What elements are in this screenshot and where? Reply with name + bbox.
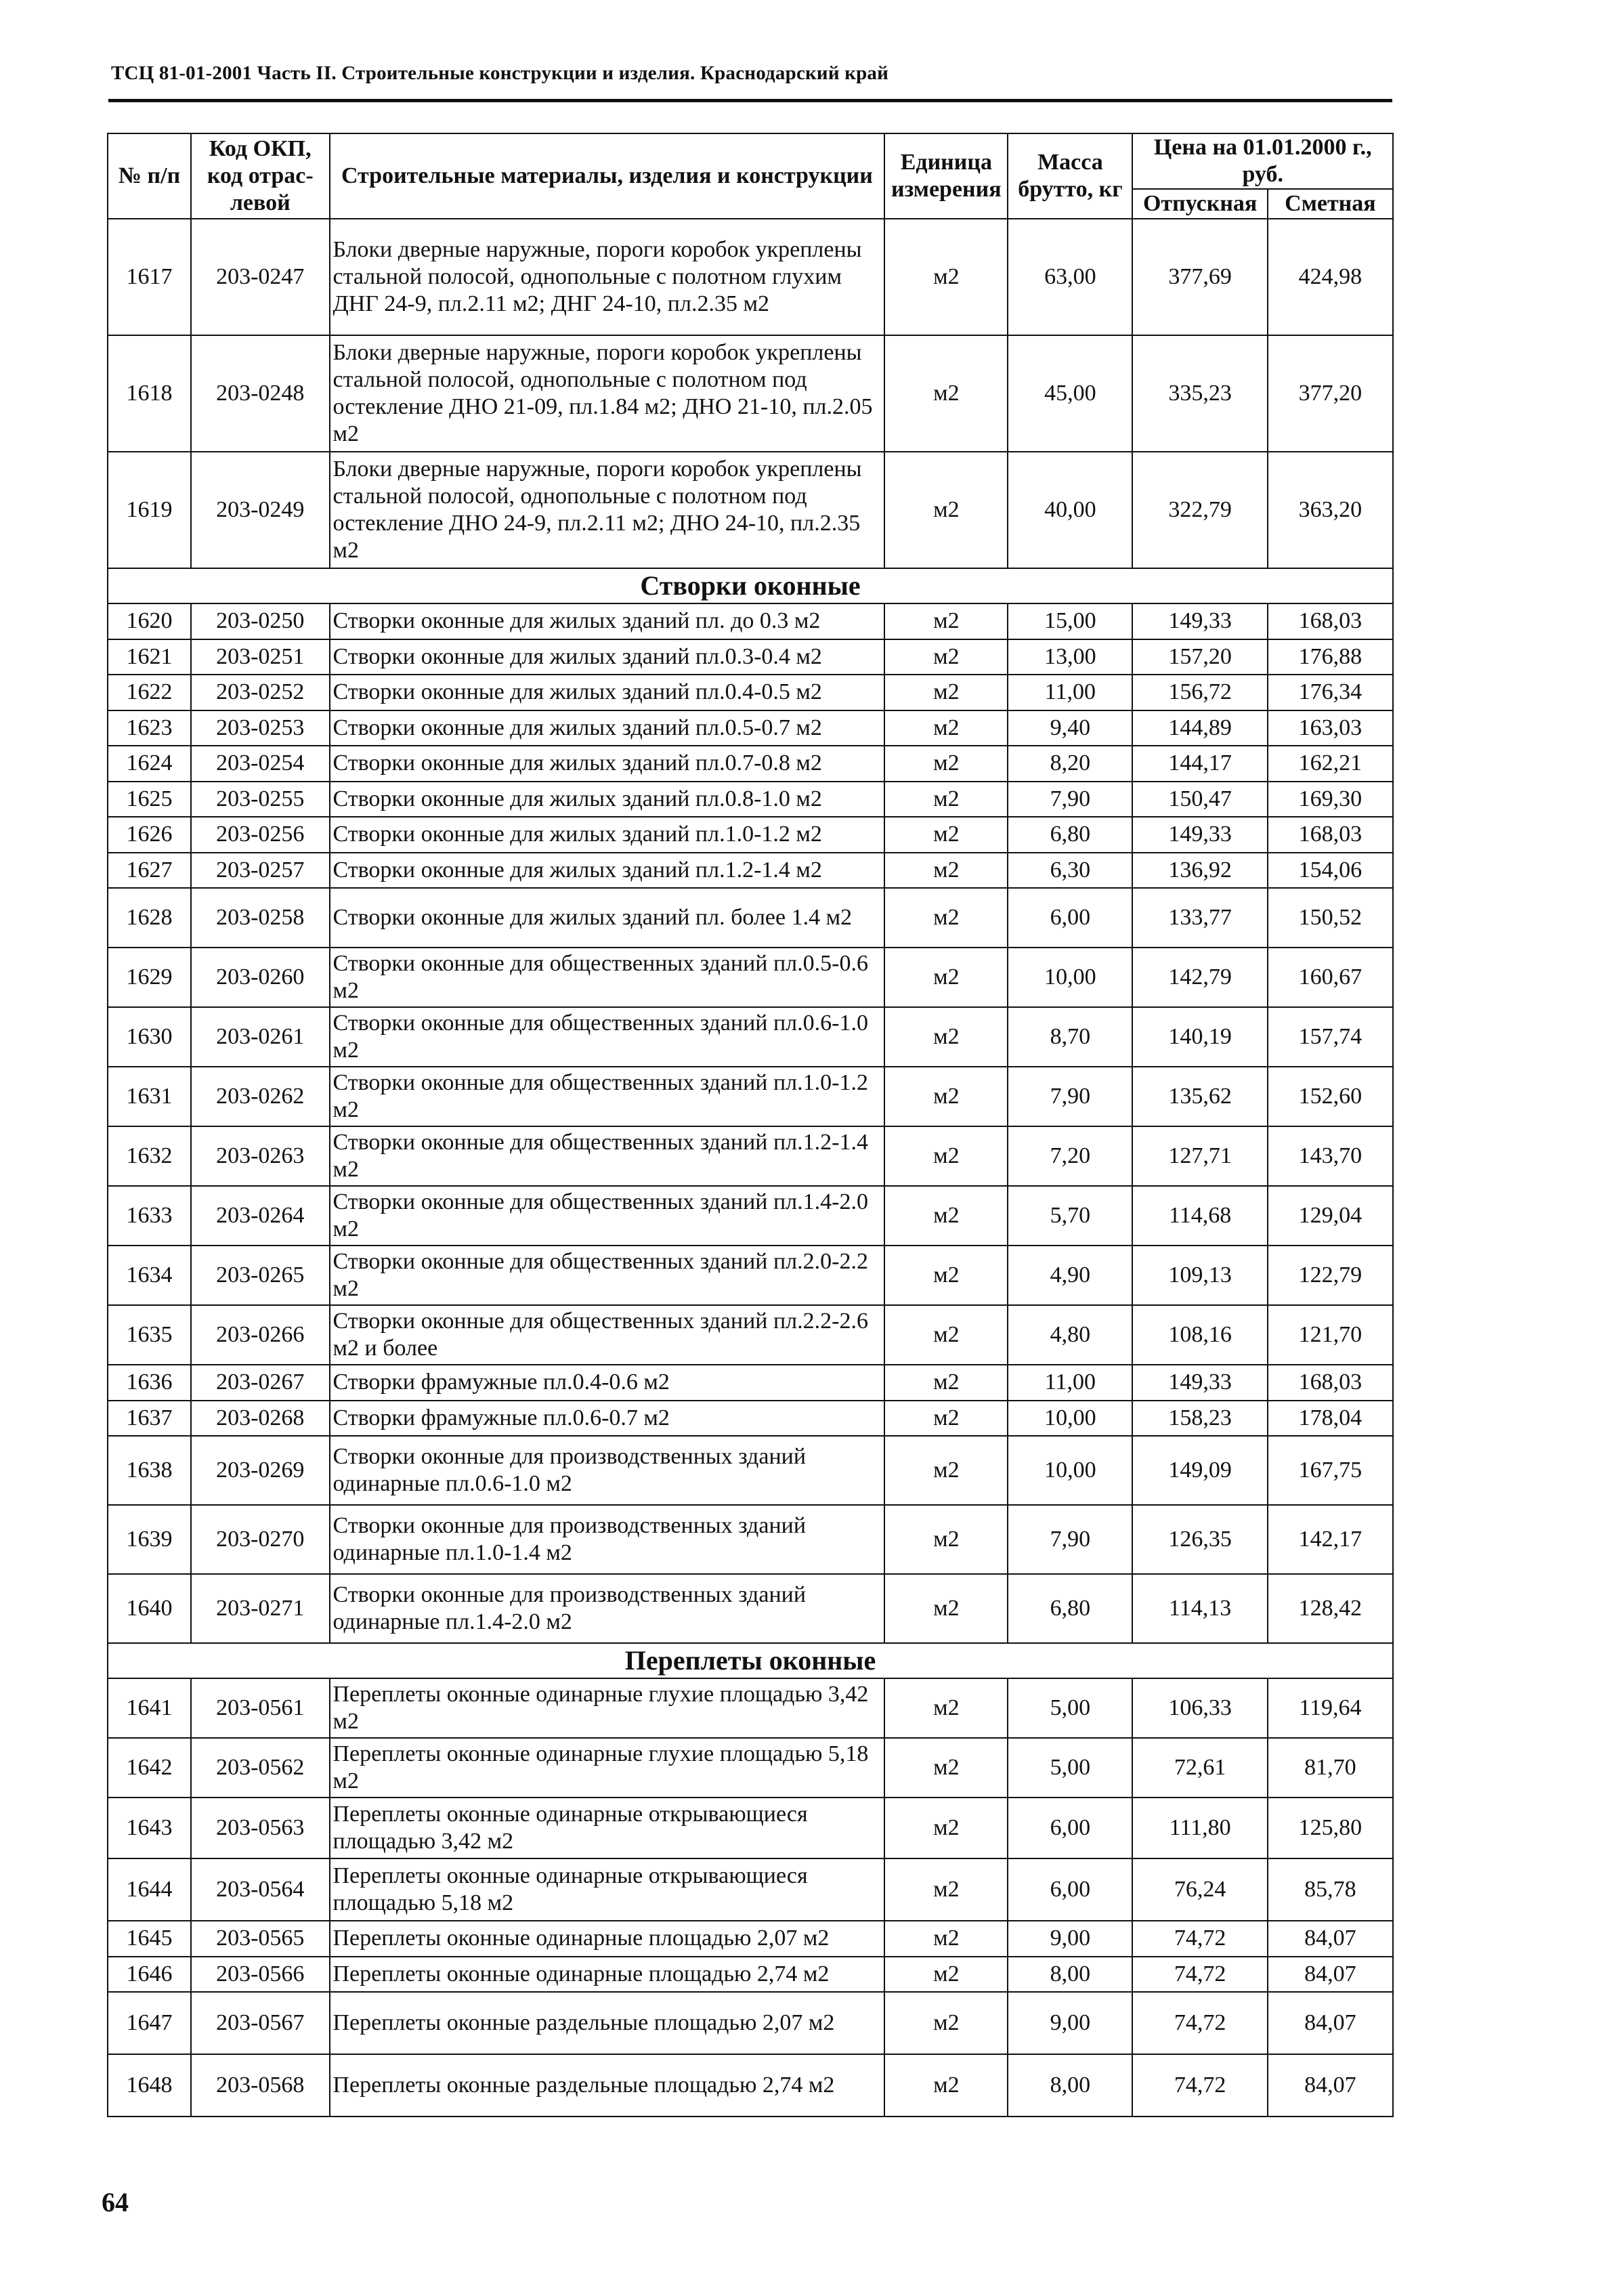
row-mass: 10,00: [1008, 1401, 1132, 1437]
row-mass: 7,90: [1008, 782, 1132, 817]
row-unit: м2: [884, 1957, 1008, 1993]
row-code: 203-0261: [191, 1007, 329, 1067]
row-estimate-price: 84,07: [1268, 1921, 1393, 1957]
row-release-price: 135,62: [1132, 1067, 1267, 1126]
row-name: Створки оконные для жилых зданий пл.0.4-0.5 м2: [330, 675, 885, 710]
row-unit: м2: [884, 710, 1008, 746]
row-mass: 8,00: [1008, 1957, 1132, 1993]
row-unit: м2: [884, 1574, 1008, 1643]
row-estimate-price: 154,06: [1268, 853, 1393, 889]
row-estimate-price: 128,42: [1268, 1574, 1393, 1643]
row-code: 203-0255: [191, 782, 329, 817]
row-code: 203-0254: [191, 746, 329, 782]
row-code: 203-0247: [191, 219, 329, 335]
section-row: [108, 568, 1393, 603]
table-row: [108, 817, 1393, 853]
row-unit: м2: [884, 1067, 1008, 1126]
row-mass: 4,80: [1008, 1305, 1132, 1365]
row-unit: м2: [884, 746, 1008, 782]
row-code: 203-0565: [191, 1921, 329, 1957]
row-name: Створки фрамужные пл.0.4-0.6 м2: [330, 1365, 885, 1401]
row-number: 1630: [108, 1007, 191, 1067]
row-release-price: 144,89: [1132, 710, 1267, 746]
table-row: [108, 1678, 1393, 1738]
row-release-price: 133,77: [1132, 888, 1267, 948]
table-row: [108, 1505, 1393, 1574]
row-mass: 63,00: [1008, 219, 1132, 335]
row-number: 1618: [108, 335, 191, 452]
table-row: [108, 948, 1393, 1007]
row-estimate-price: 163,03: [1268, 710, 1393, 746]
row-number: 1617: [108, 219, 191, 335]
row-release-price: 142,79: [1132, 948, 1267, 1007]
row-code: 203-0564: [191, 1858, 329, 1921]
row-estimate-price: 85,78: [1268, 1858, 1393, 1921]
table-row: [108, 1126, 1393, 1186]
row-mass: 5,70: [1008, 1186, 1132, 1246]
row-unit: м2: [884, 782, 1008, 817]
row-estimate-price: 160,67: [1268, 948, 1393, 1007]
row-unit: м2: [884, 1246, 1008, 1305]
row-name: Створки оконные для общественных зданий пл.0.5-0.6 м2: [330, 948, 885, 1007]
row-mass: 11,00: [1008, 1365, 1132, 1401]
row-release-price: 158,23: [1132, 1401, 1267, 1437]
col-price-header: Цена на 01.01.2000 г., руб.: [1132, 133, 1393, 189]
row-number: 1640: [108, 1574, 191, 1643]
row-release-price: 140,19: [1132, 1007, 1267, 1067]
row-name: Створки оконные для жилых зданий пл.0.7-0.8 м2: [330, 746, 885, 782]
row-estimate-price: 142,17: [1268, 1505, 1393, 1574]
section-title: Переплеты оконные: [108, 1643, 1393, 1678]
row-name: Переплеты оконные одинарные глухие площадью 3,42 м2: [330, 1678, 885, 1738]
row-number: 1637: [108, 1401, 191, 1437]
row-estimate-price: 168,03: [1268, 1365, 1393, 1401]
row-release-price: 149,33: [1132, 603, 1267, 639]
col-code-header: Код ОКП, код отрас-левой: [191, 133, 329, 219]
row-name: Створки оконные для общественных зданий пл.2.2-2.6 м2 и более: [330, 1305, 885, 1365]
row-mass: 45,00: [1008, 335, 1132, 452]
table-row: [108, 335, 1393, 452]
row-release-price: 377,69: [1132, 219, 1267, 335]
row-name: Блоки дверные наружные, пороги коробок укреплены стальной полосой, однопольные с полотном под остекление ДНО 24-9, пл.2.11 м2; ДНО 24-10, пл.2.35 м2: [330, 452, 885, 568]
row-unit: м2: [884, 1992, 1008, 2054]
row-number: 1636: [108, 1365, 191, 1401]
row-name: Створки оконные для общественных зданий пл.2.0-2.2 м2: [330, 1246, 885, 1305]
row-name: Блоки дверные наружные, пороги коробок укреплены стальной полосой, однопольные с полотном глухим ДНГ 24-9, пл.2.11 м2; ДНГ 24-10, пл.2.35 м2: [330, 219, 885, 335]
row-mass: 7,90: [1008, 1505, 1132, 1574]
table-row: [108, 219, 1393, 335]
row-estimate-price: 84,07: [1268, 1992, 1393, 2054]
row-unit: м2: [884, 1798, 1008, 1858]
row-code: 203-0268: [191, 1401, 329, 1437]
row-estimate-price: 162,21: [1268, 746, 1393, 782]
header-rule: [108, 99, 1392, 102]
row-release-price: 150,47: [1132, 782, 1267, 817]
table-body: [108, 219, 1393, 2117]
row-unit: м2: [884, 452, 1008, 568]
row-estimate-price: 121,70: [1268, 1305, 1393, 1365]
row-number: 1629: [108, 948, 191, 1007]
row-release-price: 149,09: [1132, 1436, 1267, 1505]
row-estimate-price: 377,20: [1268, 335, 1393, 452]
row-estimate-price: 178,04: [1268, 1401, 1393, 1437]
row-name: Переплеты оконные раздельные площадью 2,74 м2: [330, 2054, 885, 2117]
row-estimate-price: 84,07: [1268, 1957, 1393, 1993]
row-estimate-price: 152,60: [1268, 1067, 1393, 1126]
row-name: Переплеты оконные одинарные площадью 2,74 м2: [330, 1957, 885, 1993]
row-code: 203-0258: [191, 888, 329, 948]
row-number: 1647: [108, 1992, 191, 2054]
row-code: 203-0568: [191, 2054, 329, 2117]
row-number: 1632: [108, 1126, 191, 1186]
row-name: Переплеты оконные одинарные площадью 2,07 м2: [330, 1921, 885, 1957]
table-row: [108, 1401, 1393, 1437]
row-estimate-price: 81,70: [1268, 1738, 1393, 1798]
row-estimate-price: 157,74: [1268, 1007, 1393, 1067]
row-unit: м2: [884, 1738, 1008, 1798]
row-unit: м2: [884, 1126, 1008, 1186]
row-mass: 13,00: [1008, 639, 1132, 675]
row-number: 1628: [108, 888, 191, 948]
section-title: Створки оконные: [108, 568, 1393, 603]
row-unit: м2: [884, 335, 1008, 452]
row-number: 1625: [108, 782, 191, 817]
row-unit: м2: [884, 817, 1008, 853]
row-mass: 6,30: [1008, 853, 1132, 889]
row-estimate-price: 424,98: [1268, 219, 1393, 335]
row-number: 1626: [108, 817, 191, 853]
row-name: Створки оконные для жилых зданий пл.1.0-1.2 м2: [330, 817, 885, 853]
row-unit: м2: [884, 1436, 1008, 1505]
row-estimate-price: 125,80: [1268, 1798, 1393, 1858]
row-code: 203-0260: [191, 948, 329, 1007]
row-name: Створки оконные для общественных зданий пл.1.2-1.4 м2: [330, 1126, 885, 1186]
col-name-header: Строительные материалы, изделия и конструкции: [330, 133, 885, 219]
row-name: Створки оконные для производственных зданий одинарные пл.1.4-2.0 м2: [330, 1574, 885, 1643]
row-release-price: 136,92: [1132, 853, 1267, 889]
row-release-price: 335,23: [1132, 335, 1267, 452]
row-number: 1627: [108, 853, 191, 889]
row-release-price: 144,17: [1132, 746, 1267, 782]
table-row: [108, 452, 1393, 568]
row-mass: 6,00: [1008, 1798, 1132, 1858]
price-table: [107, 133, 1394, 2117]
row-mass: 5,00: [1008, 1738, 1132, 1798]
row-number: 1646: [108, 1957, 191, 1993]
row-mass: 7,20: [1008, 1126, 1132, 1186]
row-release-price: 149,33: [1132, 817, 1267, 853]
row-mass: 6,80: [1008, 1574, 1132, 1643]
row-code: 203-0250: [191, 603, 329, 639]
row-name: Переплеты оконные одинарные открывающиеся площадью 3,42 м2: [330, 1798, 885, 1858]
row-estimate-price: 129,04: [1268, 1186, 1393, 1246]
row-name: Створки оконные для производственных зданий одинарные пл.1.0-1.4 м2: [330, 1505, 885, 1574]
row-number: 1634: [108, 1246, 191, 1305]
row-name: Блоки дверные наружные, пороги коробок укреплены стальной полосой, однопольные с полотном под остекление ДНО 21-09, пл.1.84 м2; ДНО 21-10, пл.2.05 м2: [330, 335, 885, 452]
row-code: 203-0563: [191, 1798, 329, 1858]
row-number: 1631: [108, 1067, 191, 1126]
row-unit: м2: [884, 675, 1008, 710]
row-unit: м2: [884, 948, 1008, 1007]
row-mass: 8,20: [1008, 746, 1132, 782]
row-mass: 9,00: [1008, 1992, 1132, 2054]
row-code: 203-0248: [191, 335, 329, 452]
col-mass-header: Масса брутто, кг: [1008, 133, 1132, 219]
table-row: [108, 1246, 1393, 1305]
row-estimate-price: 143,70: [1268, 1126, 1393, 1186]
table-row: [108, 1067, 1393, 1126]
row-release-price: 322,79: [1132, 452, 1267, 568]
row-number: 1621: [108, 639, 191, 675]
table-row: [108, 1992, 1393, 2054]
table-row: [108, 1957, 1393, 1993]
section-row: [108, 1643, 1393, 1678]
row-code: 203-0567: [191, 1992, 329, 2054]
row-mass: 8,70: [1008, 1007, 1132, 1067]
col-num-header: № п/п: [108, 133, 191, 219]
row-code: 203-0270: [191, 1505, 329, 1574]
row-unit: м2: [884, 639, 1008, 675]
row-release-price: 76,24: [1132, 1858, 1267, 1921]
row-code: 203-0262: [191, 1067, 329, 1126]
table-row: [108, 639, 1393, 675]
row-mass: 11,00: [1008, 675, 1132, 710]
row-number: 1635: [108, 1305, 191, 1365]
row-release-price: 106,33: [1132, 1678, 1267, 1738]
row-release-price: 111,80: [1132, 1798, 1267, 1858]
row-code: 203-0266: [191, 1305, 329, 1365]
row-name: Переплеты оконные одинарные глухие площадью 5,18 м2: [330, 1738, 885, 1798]
row-code: 203-0561: [191, 1678, 329, 1738]
row-name: Створки оконные для жилых зданий пл.0.5-0.7 м2: [330, 710, 885, 746]
row-number: 1624: [108, 746, 191, 782]
row-release-price: 126,35: [1132, 1505, 1267, 1574]
row-release-price: 74,72: [1132, 1921, 1267, 1957]
row-code: 203-0253: [191, 710, 329, 746]
table-row: [108, 888, 1393, 948]
page-header: ТСЦ 81-01-2001 Часть II. Строительные конструкции и изделия. Краснодарский край: [111, 62, 889, 84]
row-number: 1648: [108, 2054, 191, 2117]
table-row: [108, 1186, 1393, 1246]
table-row: [108, 746, 1393, 782]
row-unit: м2: [884, 1505, 1008, 1574]
row-release-price: 149,33: [1132, 1365, 1267, 1401]
row-mass: 7,90: [1008, 1067, 1132, 1126]
row-unit: м2: [884, 1007, 1008, 1067]
table-row: [108, 853, 1393, 889]
row-name: Створки оконные для общественных зданий пл.0.6-1.0 м2: [330, 1007, 885, 1067]
row-estimate-price: 176,88: [1268, 639, 1393, 675]
row-mass: 9,00: [1008, 1921, 1132, 1957]
row-unit: м2: [884, 1921, 1008, 1957]
row-unit: м2: [884, 1186, 1008, 1246]
row-release-price: 108,16: [1132, 1305, 1267, 1365]
col-estimate-header: Сметная: [1268, 189, 1393, 219]
row-code: 203-0265: [191, 1246, 329, 1305]
table-row: [108, 782, 1393, 817]
row-estimate-price: 119,64: [1268, 1678, 1393, 1738]
row-name: Створки оконные для жилых зданий пл.1.2-1.4 м2: [330, 853, 885, 889]
row-unit: м2: [884, 1678, 1008, 1738]
row-number: 1639: [108, 1505, 191, 1574]
row-code: 203-0267: [191, 1365, 329, 1401]
table-row: [108, 1436, 1393, 1505]
row-estimate-price: 84,07: [1268, 2054, 1393, 2117]
page-number: 64: [102, 2187, 129, 2217]
table-row: [108, 675, 1393, 710]
row-code: 203-0271: [191, 1574, 329, 1643]
row-name: Створки оконные для производственных зданий одинарные пл.0.6-1.0 м2: [330, 1436, 885, 1505]
row-release-price: 127,71: [1132, 1126, 1267, 1186]
row-mass: 6,00: [1008, 888, 1132, 948]
row-number: 1645: [108, 1921, 191, 1957]
table-row: [108, 1007, 1393, 1067]
row-release-price: 74,72: [1132, 2054, 1267, 2117]
row-unit: м2: [884, 853, 1008, 889]
row-release-price: 72,61: [1132, 1738, 1267, 1798]
row-code: 203-0562: [191, 1738, 329, 1798]
row-release-price: 114,13: [1132, 1574, 1267, 1643]
row-name: Створки оконные для жилых зданий пл.0.8-1.0 м2: [330, 782, 885, 817]
row-number: 1643: [108, 1798, 191, 1858]
row-unit: м2: [884, 1858, 1008, 1921]
row-release-price: 114,68: [1132, 1186, 1267, 1246]
table-row: [108, 1574, 1393, 1643]
table-row: [108, 2054, 1393, 2117]
row-mass: 6,80: [1008, 817, 1132, 853]
row-release-price: 156,72: [1132, 675, 1267, 710]
row-name: Створки фрамужные пл.0.6-0.7 м2: [330, 1401, 885, 1437]
row-unit: м2: [884, 1365, 1008, 1401]
row-estimate-price: 176,34: [1268, 675, 1393, 710]
row-mass: 4,90: [1008, 1246, 1132, 1305]
col-release-header: Отпускная: [1132, 189, 1267, 219]
row-code: 203-0263: [191, 1126, 329, 1186]
row-estimate-price: 150,52: [1268, 888, 1393, 948]
row-mass: 6,00: [1008, 1858, 1132, 1921]
row-number: 1623: [108, 710, 191, 746]
row-code: 203-0252: [191, 675, 329, 710]
row-code: 203-0264: [191, 1186, 329, 1246]
row-estimate-price: 167,75: [1268, 1436, 1393, 1505]
row-code: 203-0257: [191, 853, 329, 889]
row-code: 203-0249: [191, 452, 329, 568]
row-mass: 9,40: [1008, 710, 1132, 746]
table-row: [108, 1365, 1393, 1401]
row-number: 1622: [108, 675, 191, 710]
row-code: 203-0251: [191, 639, 329, 675]
row-release-price: 74,72: [1132, 1992, 1267, 2054]
row-estimate-price: 169,30: [1268, 782, 1393, 817]
row-number: 1638: [108, 1436, 191, 1505]
row-estimate-price: 168,03: [1268, 817, 1393, 853]
table-row: [108, 1738, 1393, 1798]
table-row: [108, 710, 1393, 746]
row-name: Створки оконные для жилых зданий пл. более 1.4 м2: [330, 888, 885, 948]
row-estimate-price: 168,03: [1268, 603, 1393, 639]
row-name: Створки оконные для общественных зданий пл.1.0-1.2 м2: [330, 1067, 885, 1126]
row-name: Переплеты оконные одинарные открывающиеся площадью 5,18 м2: [330, 1858, 885, 1921]
row-name: Переплеты оконные раздельные площадью 2,07 м2: [330, 1992, 885, 2054]
row-code: 203-0566: [191, 1957, 329, 1993]
row-name: Створки оконные для общественных зданий пл.1.4-2.0 м2: [330, 1186, 885, 1246]
table-row: [108, 1305, 1393, 1365]
row-unit: м2: [884, 2054, 1008, 2117]
row-number: 1644: [108, 1858, 191, 1921]
row-mass: 15,00: [1008, 603, 1132, 639]
row-number: 1620: [108, 603, 191, 639]
row-mass: 40,00: [1008, 452, 1132, 568]
row-release-price: 157,20: [1132, 639, 1267, 675]
row-number: 1642: [108, 1738, 191, 1798]
row-mass: 10,00: [1008, 948, 1132, 1007]
table-row: [108, 1798, 1393, 1858]
col-unit-header: Единица измерения: [884, 133, 1008, 219]
table-row: [108, 1921, 1393, 1957]
table-row: [108, 603, 1393, 639]
row-release-price: 74,72: [1132, 1957, 1267, 1993]
row-name: Створки оконные для жилых зданий пл. до 0.3 м2: [330, 603, 885, 639]
row-estimate-price: 122,79: [1268, 1246, 1393, 1305]
row-unit: м2: [884, 1401, 1008, 1437]
row-code: 203-0256: [191, 817, 329, 853]
row-unit: м2: [884, 888, 1008, 948]
row-code: 203-0269: [191, 1436, 329, 1505]
row-unit: м2: [884, 219, 1008, 335]
row-estimate-price: 363,20: [1268, 452, 1393, 568]
row-number: 1633: [108, 1186, 191, 1246]
row-number: 1641: [108, 1678, 191, 1738]
row-name: Створки оконные для жилых зданий пл.0.3-0.4 м2: [330, 639, 885, 675]
row-release-price: 109,13: [1132, 1246, 1267, 1305]
table-row: [108, 1858, 1393, 1921]
row-number: 1619: [108, 452, 191, 568]
row-mass: 10,00: [1008, 1436, 1132, 1505]
row-mass: 8,00: [1008, 2054, 1132, 2117]
row-mass: 5,00: [1008, 1678, 1132, 1738]
row-unit: м2: [884, 603, 1008, 639]
row-unit: м2: [884, 1305, 1008, 1365]
